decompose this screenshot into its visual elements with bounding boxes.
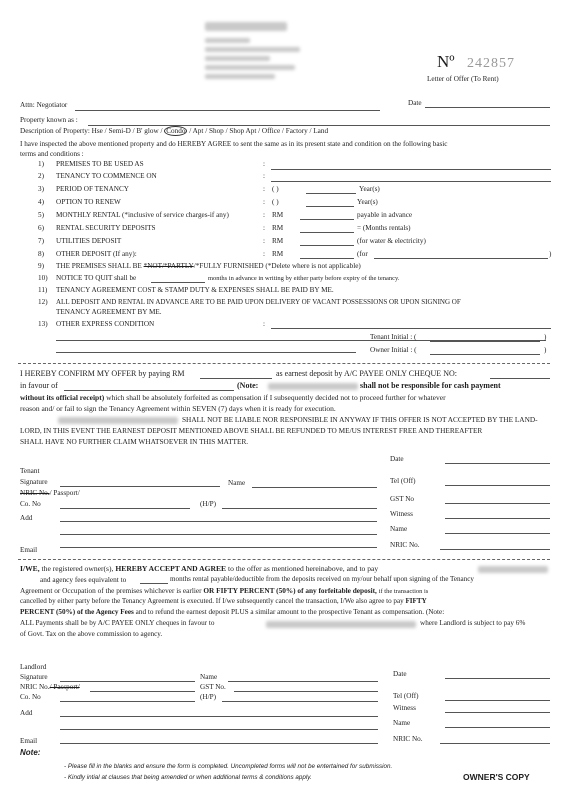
agency-fee-months-line[interactable]: [140, 583, 168, 584]
accept-line-6a: ALL Payments shall be by A/C PAYEE ONLY cheques in favour to: [20, 619, 215, 627]
term-13-line-1[interactable]: [271, 328, 551, 329]
term-4-label: OPTION TO RENEW: [56, 198, 121, 206]
owners-copy-label: OWNER'S COPY: [463, 772, 530, 782]
term-3-line[interactable]: [306, 193, 356, 194]
owner-initial-close: ): [544, 346, 547, 354]
confirm-line-3a: without its official receipt): [20, 393, 105, 402]
date-label-top: Date: [408, 99, 422, 107]
accept-line-1b: the registered owner(s),: [41, 564, 114, 573]
confirm-line-2b: (Note:: [237, 381, 259, 390]
term-3-value[interactable]: ( ): [272, 185, 279, 193]
tenant-add-label: Add: [20, 514, 33, 522]
landlord-signature-label: Signature: [20, 673, 48, 681]
description-row: [20, 127, 328, 135]
term-7-suffix: (for water & electricity): [357, 237, 426, 245]
term-5-colon: :: [263, 211, 265, 219]
term-5-number: 5): [38, 211, 44, 219]
term-1-number: 1): [38, 160, 44, 168]
accept-line-2b: months rental payable/deductible from the deposits received on my/our behalf upon signing of the Tenancy: [170, 575, 474, 583]
term-9-pre: THE PREMISES SHALL BE: [56, 262, 142, 270]
tenant-witness-nric-line[interactable]: [440, 549, 550, 550]
owner-initial-label: Owner Initial : (: [370, 346, 417, 354]
landlord-tel-line[interactable]: [445, 700, 550, 701]
agency-address-blurred-5: [205, 74, 275, 79]
term-10-number: 10): [38, 274, 48, 282]
tenant-witness-name-label: Name: [390, 525, 408, 533]
term-4-line[interactable]: [306, 206, 354, 207]
tenant-witness-line[interactable]: [445, 518, 550, 519]
term-8-for-line[interactable]: [374, 258, 548, 259]
landlord-co-no-line[interactable]: [60, 701, 195, 702]
term-3-colon: :: [263, 185, 265, 193]
tenant-email-line[interactable]: [60, 547, 377, 548]
confirm-line-4: reason and/ or fail to sign the Tenancy Agreement within SEVEN (7) days when it is ready for execution.: [20, 404, 336, 413]
favour-of-line[interactable]: [64, 390, 234, 391]
tenant-id-row: [20, 489, 80, 497]
landlord-signature-line[interactable]: [60, 681, 195, 682]
letter-title: Letter of Offer (To Rent): [427, 75, 499, 83]
accept-line-2a: and agency fees equivalent to: [40, 575, 127, 584]
term-5-label: MONTHLY RENTAL (*inclusive of service charges-if any): [56, 211, 229, 219]
accept-line-3c: if the transaction is: [378, 588, 429, 595]
confirm-line-1b: as earnest deposit by A/C PAYEE ONLY CHEQUE NO:: [276, 369, 457, 378]
number-mark: Nº: [437, 52, 455, 71]
agency-name-accept-blurred: [478, 566, 548, 573]
earnest-rm-line[interactable]: [200, 378, 272, 379]
term-5-suffix: payable in advance: [357, 211, 413, 219]
tenant-co-no-line[interactable]: [60, 508, 190, 509]
term-6-line[interactable]: [300, 232, 354, 233]
accept-line-1: [20, 564, 378, 573]
tenant-initial-close: ): [544, 333, 547, 341]
tenant-initial-line[interactable]: [430, 341, 540, 342]
property-known-label: Property known as :: [20, 116, 78, 124]
accept-line-5: [20, 608, 444, 616]
accept-line-7: of Govt. Tax on the above commission to agency.: [20, 630, 163, 638]
landlord-nric-line[interactable]: [90, 691, 195, 692]
tenant-passport-label: / Passport/: [49, 489, 80, 497]
landlord-name-label: Name: [200, 673, 218, 681]
tenant-name-line[interactable]: [252, 487, 377, 488]
term-8-number: 8): [38, 250, 44, 258]
term-2-label: TENANCY TO COMMENCE ON: [56, 172, 157, 180]
term-9-note: (*Delete where is not applicable): [265, 262, 361, 270]
term-10-post: months in advance in writing by either party before expiry of the tenancy.: [208, 275, 400, 282]
agency-address-blurred-2: [205, 47, 300, 52]
agency-name-liability-blurred: [58, 417, 178, 424]
term-6-colon: :: [263, 224, 265, 232]
landlord-name-line[interactable]: [228, 681, 378, 682]
confirm-line-6: LORD, IN THIS EVENT THE EARNEST DEPOSIT MENTIONED ABOVE SHALL BE REFUNDED TO ME/US INTEREST FREE AND THEREAFTER: [20, 426, 483, 435]
accept-line-4a: cancelled by either party before the Tenancy Agreement is executed. If I/we subsequently cancel the transaction, I/We also agree to pay: [20, 597, 404, 605]
landlord-add-label: Add: [20, 709, 33, 717]
landlord-witness-line[interactable]: [445, 712, 550, 713]
term-8-colon: :: [263, 250, 265, 258]
accept-line-6b: where Landlord is subject to pay 6%: [420, 619, 526, 627]
term-2-line[interactable]: [271, 181, 551, 182]
term-13-colon: :: [263, 320, 265, 328]
accept-line-3a: Agreement or Occupation of the premises whichever is earlier: [20, 586, 202, 595]
term-3-suffix: Year(s): [359, 185, 380, 193]
term-10-line[interactable]: [151, 282, 205, 283]
footer-note-1: - Please fill in the blanks and ensure the form is completed. Uncompleted forms will not be entertained for submission.: [64, 763, 393, 770]
cheque-no-line[interactable]: [490, 378, 550, 379]
landlord-witness-nric-label: NRIC No.: [393, 735, 423, 743]
tenant-hp-line[interactable]: [222, 508, 377, 509]
accept-line-1c: HEREBY ACCEPT AND AGREE: [115, 564, 227, 573]
tenant-witness-label: Witness: [390, 510, 413, 518]
term-7-number: 7): [38, 237, 44, 245]
agency-account-blurred: [266, 621, 416, 628]
confirm-line-3: [20, 393, 446, 402]
accept-line-5b: and to refund the earnest deposit PLUS a similar amount to the prospective Tenant as compensation. (Note:: [135, 608, 445, 616]
landlord-date-label: Date: [393, 670, 407, 678]
agency-address-blurred-1: [205, 38, 250, 43]
agency-address-blurred-4: [205, 65, 295, 70]
landlord-email-line[interactable]: [60, 743, 378, 744]
term-6-suffix: = (Months rentals): [357, 224, 411, 232]
landlord-witness-nric-line[interactable]: [440, 743, 550, 744]
landlord-nric-label: NRIC No.: [20, 683, 50, 691]
tenant-witness-name-line[interactable]: [445, 533, 550, 534]
term-11-text: TENANCY AGREEMENT COST & STAMP DUTY & EXPENSES SHALL BE PAID BY ME.: [56, 286, 334, 294]
confirm-line-3b: which shall be absolutely forfeited as compensation if I subsequently decided not to proceed further for whatever: [106, 393, 446, 402]
accept-line-3b: OR FIFTY PERCENT (50%) of any forfeitable deposit,: [203, 586, 377, 595]
tenant-add-line-2[interactable]: [60, 534, 377, 535]
term-13-number: 13): [38, 320, 48, 328]
description-options-2: / Apt / Shop / Shop Apt / Office / Factory / Land: [189, 127, 329, 135]
description-option-condo[interactable]: Condo: [166, 127, 186, 135]
term-13-text: OTHER EXPRESS CONDITION: [56, 320, 155, 328]
term-11-number: 11): [38, 286, 48, 294]
term-5-value: RM: [272, 211, 284, 219]
tenant-signature-label: Signature: [20, 478, 48, 486]
footer-note-2: - Kindly intial at clauses that being amended or when additional terms & conditions apply.: [64, 774, 312, 781]
term-8-suffix: (for: [357, 250, 368, 258]
accept-line-1a: I/WE,: [20, 564, 40, 573]
footer-note-label: Note:: [20, 748, 41, 757]
intro-line-2: terms and conditions :: [20, 150, 84, 158]
tenant-heading: Tenant: [20, 467, 40, 475]
term-1-colon: :: [263, 160, 265, 168]
landlord-heading: Landlord: [20, 663, 47, 671]
landlord-hp-label: (H/P): [200, 693, 216, 701]
tenant-witness-nric-label: NRIC No.: [390, 541, 420, 549]
tenant-name-label: Name: [228, 479, 246, 487]
accept-line-1d: to the offer as mentioned hereinabove, and to pay: [228, 564, 379, 573]
tenant-nric-label: NRIC No.: [20, 489, 50, 497]
term-6-number: 6): [38, 224, 44, 232]
tenant-gst-line[interactable]: [445, 503, 550, 504]
confirm-line-1a: I HEREBY CONFIRM MY OFFER by paying RM: [20, 369, 185, 378]
tenant-co-no-label: Co. No: [20, 500, 41, 508]
confirm-line-7: SHALL HAVE NO FURTHER CLAIM WHATSOEVER IN THIS MATTER.: [20, 437, 249, 446]
accept-line-4b: FIFTY: [405, 597, 427, 605]
term-9-strike: *NOT/*PARTLY: [143, 262, 194, 270]
landlord-gst-line[interactable]: [234, 691, 378, 692]
term-2-number: 2): [38, 172, 44, 180]
landlord-gst-label: GST No.: [200, 683, 226, 691]
landlord-passport-label: / Passport/: [49, 683, 80, 691]
confirm-line-2c: shall not be responsible for cash payment: [360, 381, 501, 390]
property-known-line[interactable]: [88, 125, 550, 126]
landlord-add-line-2[interactable]: [60, 729, 378, 730]
term-4-value[interactable]: ( ): [272, 198, 279, 206]
term-4-suffix: Year(s): [357, 198, 378, 206]
term-5-line[interactable]: [300, 219, 354, 220]
term-8-value: RM: [272, 250, 284, 258]
tenant-date-line[interactable]: [445, 463, 550, 464]
tenant-date-label: Date: [390, 455, 404, 463]
landlord-id-row: [20, 683, 80, 691]
description-label: Description of Property:: [20, 127, 90, 135]
accept-line-5a: PERCENT (50%) of the Agency Fees: [20, 608, 134, 616]
term-4-colon: :: [263, 198, 265, 206]
term-8-line[interactable]: [300, 258, 354, 259]
landlord-email-label: Email: [20, 737, 38, 745]
term-3-number: 3): [38, 185, 44, 193]
term-4-number: 4): [38, 198, 44, 206]
description-options-1: Hse / Semi-D / B' glow /: [91, 127, 163, 135]
term-7-line[interactable]: [300, 245, 354, 246]
confirm-line-2a: in favour of: [20, 381, 58, 390]
serial-number: 242857: [467, 56, 515, 71]
term-2-colon: :: [263, 172, 265, 180]
landlord-witness-name-label: Name: [393, 719, 411, 727]
term-12-number: 12): [38, 298, 48, 306]
term-9-number: 9): [38, 262, 44, 270]
term-9-text: [56, 262, 361, 270]
term-7-label: UTILITIES DEPOSIT: [56, 237, 122, 245]
tenant-email-label: Email: [20, 546, 38, 554]
tenant-tel-line[interactable]: [445, 485, 550, 486]
section-divider-2: [18, 559, 550, 560]
tenant-add-line-1[interactable]: [60, 521, 377, 522]
owner-initial-line[interactable]: [430, 354, 540, 355]
landlord-witness-label: Witness: [393, 704, 416, 712]
attn-label: Attn: Negotiator: [20, 101, 68, 109]
tenant-hp-label: (H/P): [200, 500, 216, 508]
landlord-witness-name-line[interactable]: [445, 727, 550, 728]
tenant-gst-label: GST No: [390, 495, 415, 503]
term-7-colon: :: [263, 237, 265, 245]
term-1-line[interactable]: [271, 169, 551, 170]
attn-line[interactable]: [75, 110, 380, 111]
landlord-add-line-1[interactable]: [60, 716, 378, 717]
term-8-label: OTHER DEPOSIT (If any):: [56, 250, 137, 258]
tenant-signature-line[interactable]: [60, 486, 220, 487]
landlord-tel-label: Tel (Off): [393, 692, 419, 700]
agency-name-note-blurred: [268, 383, 358, 390]
term-13-line-3[interactable]: [56, 352, 356, 353]
tenant-tel-label: Tel (Off): [390, 477, 416, 485]
landlord-co-no-label: Co. No: [20, 693, 41, 701]
section-divider-1: [18, 363, 550, 364]
term-6-label: RENTAL SECURITY DEPOSITS: [56, 224, 156, 232]
term-6-value: RM: [272, 224, 284, 232]
term-12-text-2: TENANCY AGREEMENT BY ME.: [56, 308, 162, 316]
confirm-line-5: SHALL NOT BE LIABLE NOR RESPONSIBLE IN ANYWAY IF THIS OFFER IS NOT ACCEPTED BY THE LAND-: [182, 415, 538, 424]
landlord-hp-line[interactable]: [222, 701, 378, 702]
date-line-top[interactable]: [425, 107, 550, 108]
tenant-initial-label: Tenant Initial : (: [370, 333, 417, 341]
term-9-post: /*FULLY FURNISHED: [193, 262, 264, 270]
intro-line-1: I have inspected the above mentioned property and do HEREBY AGREE to sent the same as in its present state and condition on the following basic: [20, 140, 448, 148]
term-10-pre: NOTICE TO QUIT shall be: [56, 274, 137, 282]
agency-address-blurred-3: [205, 56, 270, 61]
term-7-value: RM: [272, 237, 284, 245]
accept-line-3: [20, 586, 428, 595]
term-8-close: ): [549, 250, 552, 258]
agency-name-blurred: [205, 22, 287, 31]
accept-line-4: [20, 597, 427, 605]
term-1-label: PREMISES TO BE USED AS: [56, 160, 144, 168]
term-3-label: PERIOD OF TENANCY: [56, 185, 129, 193]
landlord-date-line[interactable]: [445, 678, 550, 679]
term-12-text-1: ALL DEPOSIT AND RENTAL IN ADVANCE ARE TO BE PAID UPON DELIVERY OF VACANT POSSESSIONS OR UPON SIGNING OF: [56, 298, 461, 306]
